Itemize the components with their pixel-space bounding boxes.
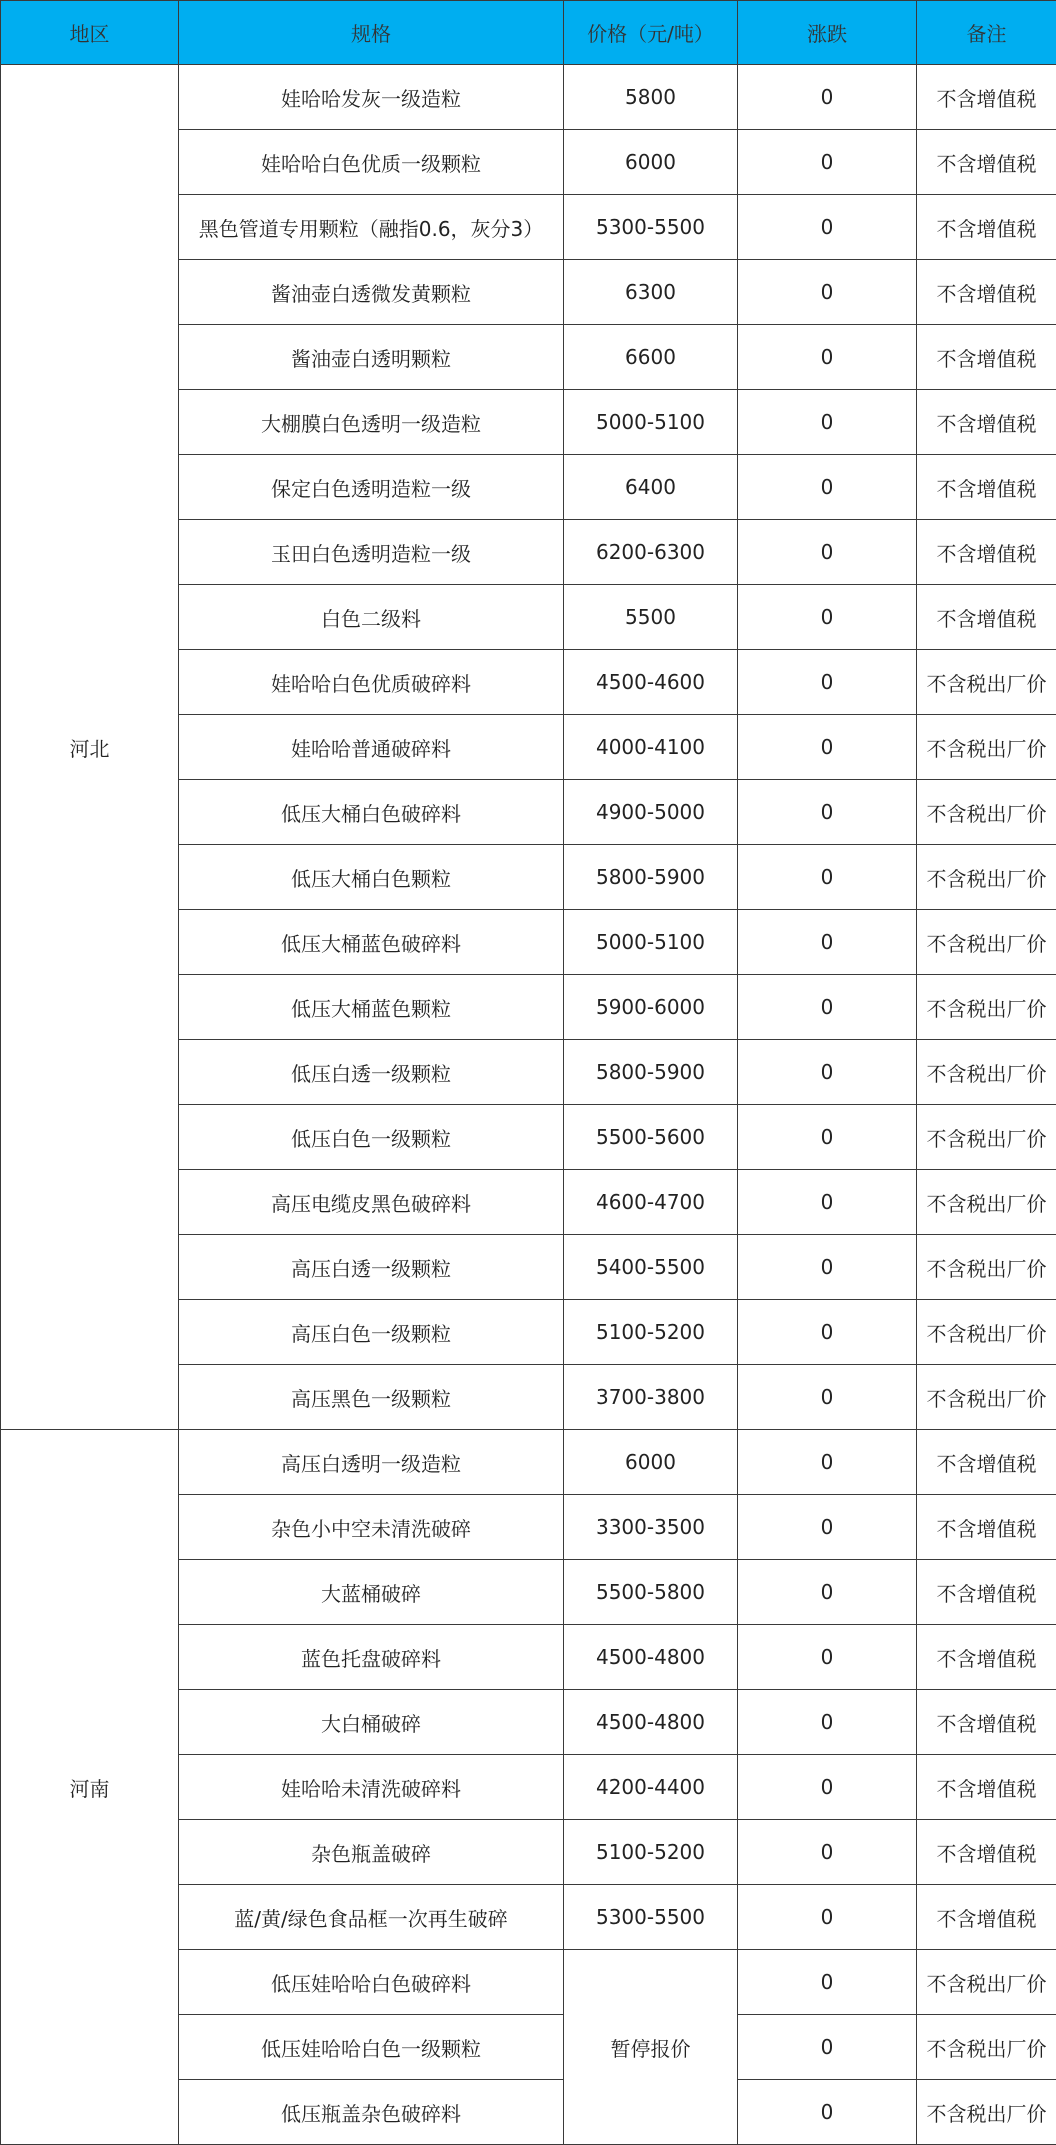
spec-cell: 低压大桶白色颗粒 <box>179 845 564 910</box>
price-cell: 5000-5100 <box>564 390 738 455</box>
change-cell: 0 <box>738 1365 917 1430</box>
change-cell: 0 <box>738 1755 917 1820</box>
price-cell: 5500-5600 <box>564 1105 738 1170</box>
spec-cell: 低压大桶白色破碎料 <box>179 780 564 845</box>
price-cell: 5100-5200 <box>564 1820 738 1885</box>
spec-cell: 玉田白色透明造粒一级 <box>179 520 564 585</box>
header-note: 备注 <box>917 1 1056 65</box>
spec-cell: 娃哈哈白色优质破碎料 <box>179 650 564 715</box>
change-cell: 0 <box>738 130 917 195</box>
note-cell: 不含税出厂价 <box>917 780 1056 845</box>
price-cell: 5800-5900 <box>564 845 738 910</box>
price-cell: 4900-5000 <box>564 780 738 845</box>
spec-cell: 低压瓶盖杂色破碎料 <box>179 2080 564 2145</box>
note-cell: 不含增值税 <box>917 455 1056 520</box>
note-cell: 不含税出厂价 <box>917 1170 1056 1235</box>
spec-cell: 高压白透明一级造粒 <box>179 1430 564 1495</box>
note-cell: 不含税出厂价 <box>917 975 1056 1040</box>
spec-cell: 低压白透一级颗粒 <box>179 1040 564 1105</box>
change-cell: 0 <box>738 1625 917 1690</box>
note-cell: 不含增值税 <box>917 520 1056 585</box>
spec-cell: 低压娃哈哈白色破碎料 <box>179 1950 564 2015</box>
change-cell: 0 <box>738 910 917 975</box>
note-cell: 不含增值税 <box>917 1495 1056 1560</box>
note-cell: 不含税出厂价 <box>917 2080 1056 2145</box>
price-cell: 4200-4400 <box>564 1755 738 1820</box>
spec-cell: 娃哈哈发灰一级造粒 <box>179 65 564 130</box>
spec-cell: 酱油壶白透明颗粒 <box>179 325 564 390</box>
price-cell: 5100-5200 <box>564 1300 738 1365</box>
spec-cell: 酱油壶白透微发黄颗粒 <box>179 260 564 325</box>
spec-cell: 高压白透一级颗粒 <box>179 1235 564 1300</box>
header-change: 涨跌 <box>738 1 917 65</box>
note-cell: 不含增值税 <box>917 1625 1056 1690</box>
note-cell: 不含增值税 <box>917 195 1056 260</box>
note-cell: 不含税出厂价 <box>917 1235 1056 1300</box>
note-cell: 不含增值税 <box>917 130 1056 195</box>
change-cell: 0 <box>738 520 917 585</box>
region-cell: 河南 <box>1 1430 179 2145</box>
change-cell: 0 <box>738 1495 917 1560</box>
note-cell: 不含增值税 <box>917 1885 1056 1950</box>
note-cell: 不含税出厂价 <box>917 715 1056 780</box>
spec-cell: 保定白色透明造粒一级 <box>179 455 564 520</box>
header-row <box>1 1 1056 65</box>
note-cell: 不含税出厂价 <box>917 1040 1056 1105</box>
spec-cell: 蓝色托盘破碎料 <box>179 1625 564 1690</box>
spec-cell: 低压大桶蓝色颗粒 <box>179 975 564 1040</box>
price-cell: 6300 <box>564 260 738 325</box>
price-cell: 4500-4800 <box>564 1690 738 1755</box>
spec-cell: 大棚膜白色透明一级造粒 <box>179 390 564 455</box>
change-cell: 0 <box>738 1040 917 1105</box>
note-cell: 不含增值税 <box>917 1755 1056 1820</box>
price-cell: 6400 <box>564 455 738 520</box>
change-cell: 0 <box>738 455 917 520</box>
change-cell: 0 <box>738 650 917 715</box>
note-cell: 不含税出厂价 <box>917 1300 1056 1365</box>
price-cell: 5800-5900 <box>564 1040 738 1105</box>
change-cell: 0 <box>738 1170 917 1235</box>
change-cell: 0 <box>738 1885 917 1950</box>
price-cell: 6000 <box>564 1430 738 1495</box>
change-cell: 0 <box>738 845 917 910</box>
price-cell: 3300-3500 <box>564 1495 738 1560</box>
price-cell: 5400-5500 <box>564 1235 738 1300</box>
header-region: 地区 <box>1 1 179 65</box>
change-cell: 0 <box>738 1235 917 1300</box>
table-row <box>1 1430 1056 1495</box>
price-cell: 5300-5500 <box>564 1885 738 1950</box>
change-cell: 0 <box>738 1560 917 1625</box>
change-cell: 0 <box>738 65 917 130</box>
note-cell: 不含增值税 <box>917 585 1056 650</box>
note-cell: 不含税出厂价 <box>917 650 1056 715</box>
note-cell: 不含增值税 <box>917 260 1056 325</box>
change-cell: 0 <box>738 585 917 650</box>
spec-cell: 高压电缆皮黑色破碎料 <box>179 1170 564 1235</box>
spec-cell: 大白桶破碎 <box>179 1690 564 1755</box>
price-cell: 4000-4100 <box>564 715 738 780</box>
change-cell: 0 <box>738 2080 917 2145</box>
spec-cell: 娃哈哈未清洗破碎料 <box>179 1755 564 1820</box>
header-price: 价格（元/吨） <box>564 1 738 65</box>
table-row <box>1 65 1056 130</box>
change-cell: 0 <box>738 715 917 780</box>
spec-cell: 低压白色一级颗粒 <box>179 1105 564 1170</box>
note-cell: 不含税出厂价 <box>917 1365 1056 1430</box>
price-cell: 5000-5100 <box>564 910 738 975</box>
change-cell: 0 <box>738 195 917 260</box>
change-cell: 0 <box>738 1105 917 1170</box>
price-cell: 4600-4700 <box>564 1170 738 1235</box>
note-cell: 不含税出厂价 <box>917 1950 1056 2015</box>
note-cell: 不含增值税 <box>917 325 1056 390</box>
note-cell: 不含增值税 <box>917 1690 1056 1755</box>
price-cell: 4500-4800 <box>564 1625 738 1690</box>
spec-cell: 蓝/黄/绿色食品框一次再生破碎 <box>179 1885 564 1950</box>
change-cell: 0 <box>738 260 917 325</box>
region-cell: 河北 <box>1 65 179 1430</box>
price-cell: 5300-5500 <box>564 195 738 260</box>
spec-cell: 黑色管道专用颗粒（融指0.6，灰分3） <box>179 195 564 260</box>
note-cell: 不含增值税 <box>917 65 1056 130</box>
spec-cell: 高压黑色一级颗粒 <box>179 1365 564 1430</box>
note-cell: 不含税出厂价 <box>917 845 1056 910</box>
spec-cell: 低压大桶蓝色破碎料 <box>179 910 564 975</box>
price-cell: 5500-5800 <box>564 1560 738 1625</box>
change-cell: 0 <box>738 1820 917 1885</box>
spec-cell: 杂色瓶盖破碎 <box>179 1820 564 1885</box>
change-cell: 0 <box>738 1950 917 2015</box>
spec-cell: 杂色小中空未清洗破碎 <box>179 1495 564 1560</box>
header-spec: 规格 <box>179 1 564 65</box>
price-cell: 6200-6300 <box>564 520 738 585</box>
note-cell: 不含税出厂价 <box>917 910 1056 975</box>
spec-cell: 白色二级料 <box>179 585 564 650</box>
price-cell: 6600 <box>564 325 738 390</box>
spec-cell: 大蓝桶破碎 <box>179 1560 564 1625</box>
spec-cell: 高压白色一级颗粒 <box>179 1300 564 1365</box>
spec-cell: 娃哈哈白色优质一级颗粒 <box>179 130 564 195</box>
price-cell: 6000 <box>564 130 738 195</box>
change-cell: 0 <box>738 1300 917 1365</box>
price-cell: 3700-3800 <box>564 1365 738 1430</box>
note-cell: 不含税出厂价 <box>917 2015 1056 2080</box>
change-cell: 0 <box>738 975 917 1040</box>
spec-cell: 娃哈哈普通破碎料 <box>179 715 564 780</box>
note-cell: 不含增值税 <box>917 390 1056 455</box>
note-cell: 不含增值税 <box>917 1820 1056 1885</box>
price-cell: 4500-4600 <box>564 650 738 715</box>
change-cell: 0 <box>738 1430 917 1495</box>
note-cell: 不含增值税 <box>917 1430 1056 1495</box>
price-cell: 暂停报价 <box>564 1950 738 2145</box>
change-cell: 0 <box>738 1690 917 1755</box>
price-cell: 5500 <box>564 585 738 650</box>
change-cell: 0 <box>738 390 917 455</box>
table-body <box>1 65 1056 2145</box>
price-cell: 5900-6000 <box>564 975 738 1040</box>
spec-cell: 低压娃哈哈白色一级颗粒 <box>179 2015 564 2080</box>
change-cell: 0 <box>738 2015 917 2080</box>
price-cell: 5800 <box>564 65 738 130</box>
note-cell: 不含税出厂价 <box>917 1105 1056 1170</box>
change-cell: 0 <box>738 780 917 845</box>
change-cell: 0 <box>738 325 917 390</box>
note-cell: 不含增值税 <box>917 1560 1056 1625</box>
